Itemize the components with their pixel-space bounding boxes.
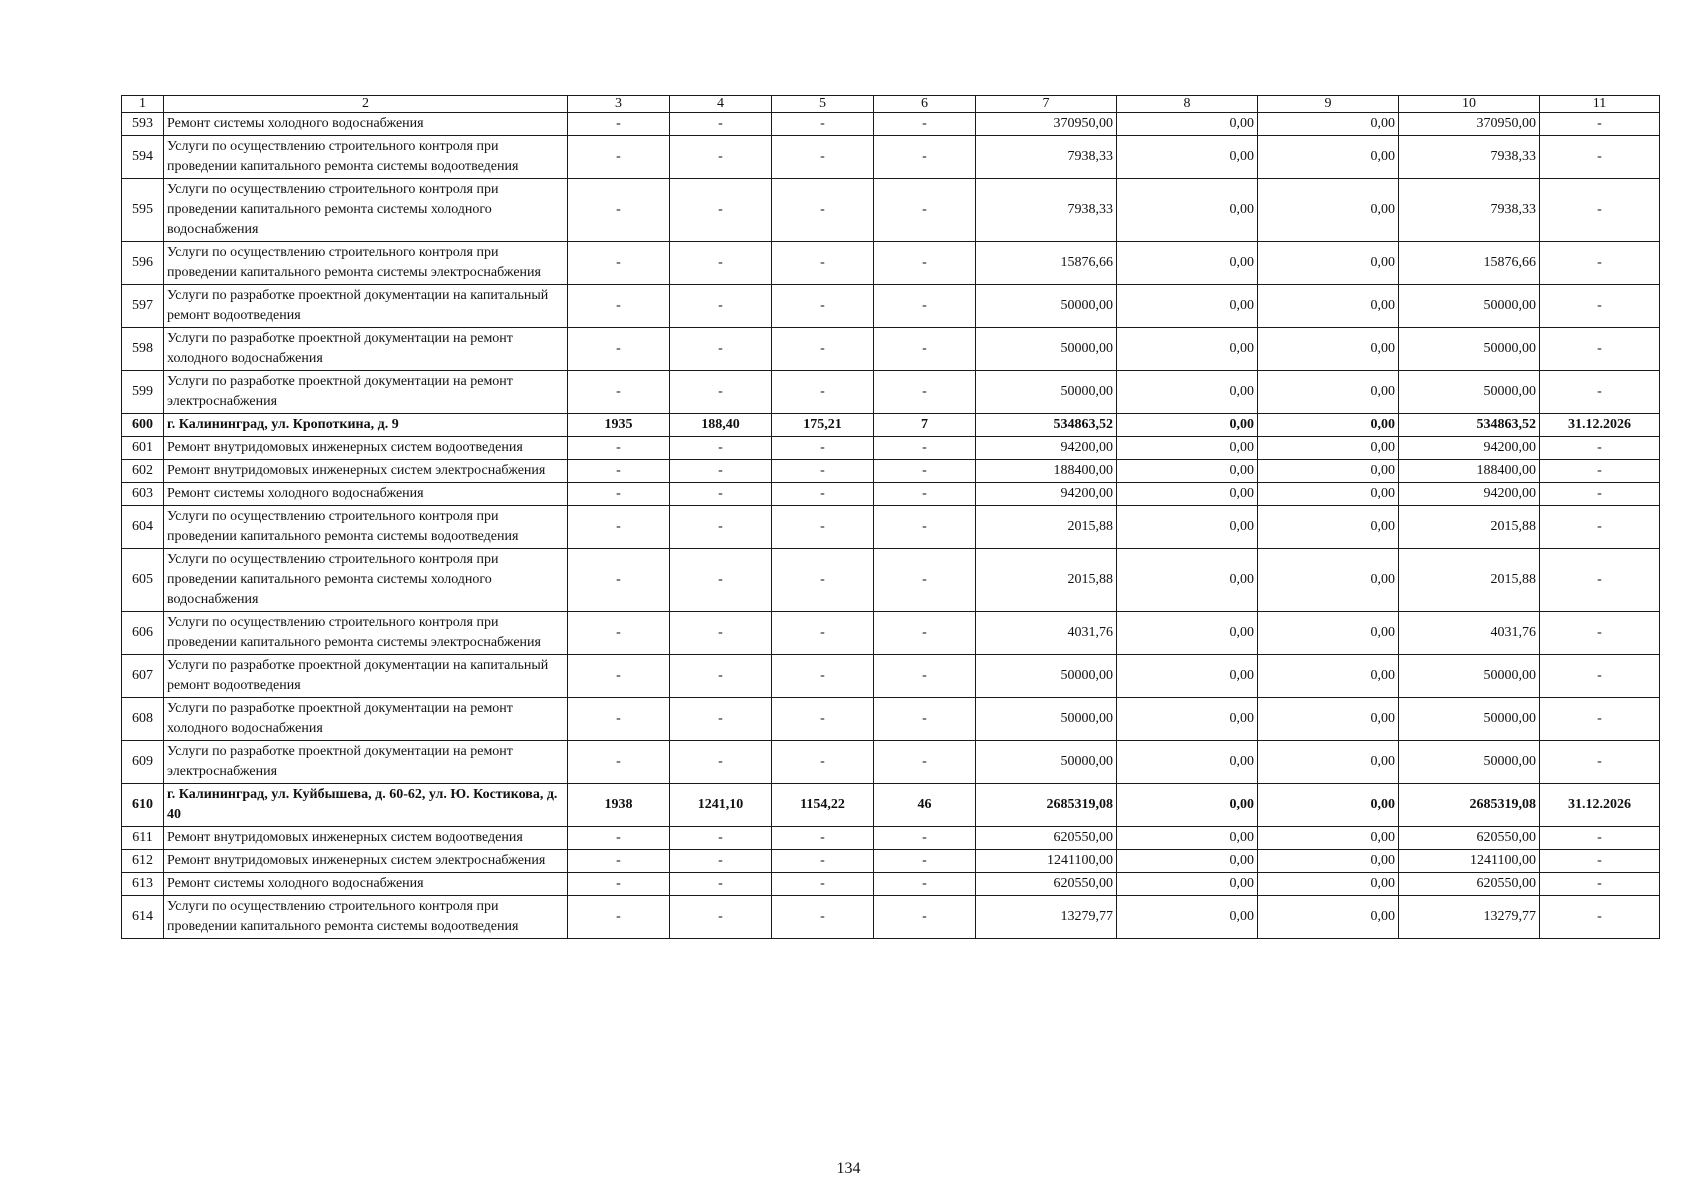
fund-amount-cell: 0,00 <box>1117 242 1258 285</box>
work-description-cell: Ремонт системы холодного водоснабжения <box>164 113 568 136</box>
page-number: 134 <box>836 1160 861 1177</box>
row-number-cell: 613 <box>122 873 164 896</box>
row-number-cell: 593 <box>122 113 164 136</box>
table-row <box>122 549 1660 612</box>
work-description-cell: Услуги по осуществлению строительного контроля при проведении капитального ремонта системы холодного водоснабжения <box>164 549 568 612</box>
build-year-cell: - <box>568 460 670 483</box>
living-area-cell: - <box>772 896 874 939</box>
fund-amount-cell: 0,00 <box>1117 655 1258 698</box>
total-area-cell: - <box>670 179 772 242</box>
budget-amount-cell: 0,00 <box>1258 850 1399 873</box>
living-area-cell: - <box>772 698 874 741</box>
completion-date-cell: - <box>1540 850 1660 873</box>
residents-count-cell: - <box>874 460 976 483</box>
living-area-cell: - <box>772 741 874 784</box>
owners-amount-cell: 50000,00 <box>1399 741 1540 784</box>
table-row <box>122 827 1660 850</box>
total-cost-cell: 50000,00 <box>976 371 1117 414</box>
total-cost-cell: 620550,00 <box>976 827 1117 850</box>
work-description-cell: Услуги по разработке проектной документации на капитальный ремонт водоотведения <box>164 285 568 328</box>
total-cost-cell: 15876,66 <box>976 242 1117 285</box>
total-cost-cell: 188400,00 <box>976 460 1117 483</box>
total-area-cell: - <box>670 285 772 328</box>
address-row <box>122 414 1660 437</box>
build-year-cell: - <box>568 896 670 939</box>
column-number-header: 10 <box>1399 96 1540 113</box>
total-area-cell: - <box>670 506 772 549</box>
completion-date-cell: - <box>1540 242 1660 285</box>
fund-amount-cell: 0,00 <box>1117 850 1258 873</box>
table-row <box>122 741 1660 784</box>
total-area-cell: - <box>670 698 772 741</box>
living-area-cell: - <box>772 136 874 179</box>
column-number-header: 8 <box>1117 96 1258 113</box>
table-row <box>122 612 1660 655</box>
column-number-header: 9 <box>1258 96 1399 113</box>
row-number-cell: 610 <box>122 784 164 827</box>
residents-count-cell: 7 <box>874 414 976 437</box>
living-area-cell: - <box>772 179 874 242</box>
build-year-cell: - <box>568 850 670 873</box>
row-number-cell: 611 <box>122 827 164 850</box>
work-description-cell: г. Калининград, ул. Куйбышева, д. 60-62, ул. Ю. Костикова, д. 40 <box>164 784 568 827</box>
owners-amount-cell: 188400,00 <box>1399 460 1540 483</box>
address-row <box>122 784 1660 827</box>
fund-amount-cell: 0,00 <box>1117 285 1258 328</box>
column-number-header: 1 <box>122 96 164 113</box>
completion-date-cell: - <box>1540 549 1660 612</box>
owners-amount-cell: 15876,66 <box>1399 242 1540 285</box>
row-number-cell: 607 <box>122 655 164 698</box>
owners-amount-cell: 534863,52 <box>1399 414 1540 437</box>
fund-amount-cell: 0,00 <box>1117 371 1258 414</box>
completion-date-cell: - <box>1540 136 1660 179</box>
row-number-cell: 594 <box>122 136 164 179</box>
fund-amount-cell: 0,00 <box>1117 113 1258 136</box>
budget-amount-cell: 0,00 <box>1258 460 1399 483</box>
work-description-cell: Услуги по осуществлению строительного контроля при проведении капитального ремонта системы электроснабжения <box>164 612 568 655</box>
owners-amount-cell: 2015,88 <box>1399 549 1540 612</box>
table-row <box>122 285 1660 328</box>
living-area-cell: 1154,22 <box>772 784 874 827</box>
work-description-cell: Ремонт системы холодного водоснабжения <box>164 483 568 506</box>
completion-date-cell: - <box>1540 113 1660 136</box>
owners-amount-cell: 2685319,08 <box>1399 784 1540 827</box>
table-row <box>122 655 1660 698</box>
owners-amount-cell: 50000,00 <box>1399 698 1540 741</box>
total-cost-cell: 1241100,00 <box>976 850 1117 873</box>
row-number-cell: 602 <box>122 460 164 483</box>
table-row <box>122 460 1660 483</box>
budget-amount-cell: 0,00 <box>1258 437 1399 460</box>
residents-count-cell: - <box>874 285 976 328</box>
build-year-cell: - <box>568 873 670 896</box>
table-row <box>122 437 1660 460</box>
owners-amount-cell: 94200,00 <box>1399 483 1540 506</box>
total-cost-cell: 13279,77 <box>976 896 1117 939</box>
total-area-cell: - <box>670 612 772 655</box>
total-area-cell: - <box>670 483 772 506</box>
work-description-cell: Ремонт внутридомовых инженерных систем водоотведения <box>164 437 568 460</box>
fund-amount-cell: 0,00 <box>1117 549 1258 612</box>
work-description-cell: Ремонт системы холодного водоснабжения <box>164 873 568 896</box>
budget-amount-cell: 0,00 <box>1258 506 1399 549</box>
total-area-cell: - <box>670 850 772 873</box>
fund-amount-cell: 0,00 <box>1117 460 1258 483</box>
total-area-cell: - <box>670 136 772 179</box>
table-row <box>122 371 1660 414</box>
owners-amount-cell: 620550,00 <box>1399 873 1540 896</box>
total-cost-cell: 94200,00 <box>976 437 1117 460</box>
row-number-cell: 600 <box>122 414 164 437</box>
build-year-cell: - <box>568 113 670 136</box>
fund-amount-cell: 0,00 <box>1117 328 1258 371</box>
build-year-cell: 1938 <box>568 784 670 827</box>
living-area-cell: - <box>772 506 874 549</box>
owners-amount-cell: 50000,00 <box>1399 655 1540 698</box>
completion-date-cell: 31.12.2026 <box>1540 414 1660 437</box>
build-year-cell: - <box>568 506 670 549</box>
completion-date-cell: - <box>1540 741 1660 784</box>
owners-amount-cell: 50000,00 <box>1399 328 1540 371</box>
completion-date-cell: - <box>1540 483 1660 506</box>
living-area-cell: - <box>772 873 874 896</box>
total-area-cell: - <box>670 873 772 896</box>
build-year-cell: - <box>568 698 670 741</box>
total-area-cell: 188,40 <box>670 414 772 437</box>
residents-count-cell: - <box>874 136 976 179</box>
living-area-cell: - <box>772 549 874 612</box>
build-year-cell: - <box>568 371 670 414</box>
living-area-cell: - <box>772 113 874 136</box>
row-number-cell: 597 <box>122 285 164 328</box>
work-description-cell: Услуги по разработке проектной документации на ремонт холодного водоснабжения <box>164 328 568 371</box>
owners-amount-cell: 94200,00 <box>1399 437 1540 460</box>
total-area-cell: - <box>670 328 772 371</box>
total-area-cell: - <box>670 242 772 285</box>
work-description-cell: Услуги по разработке проектной документации на капитальный ремонт водоотведения <box>164 655 568 698</box>
row-number-cell: 598 <box>122 328 164 371</box>
build-year-cell: - <box>568 827 670 850</box>
budget-amount-cell: 0,00 <box>1258 827 1399 850</box>
row-number-cell: 605 <box>122 549 164 612</box>
residents-count-cell: - <box>874 113 976 136</box>
budget-amount-cell: 0,00 <box>1258 549 1399 612</box>
budget-amount-cell: 0,00 <box>1258 873 1399 896</box>
living-area-cell: - <box>772 437 874 460</box>
fund-amount-cell: 0,00 <box>1117 827 1258 850</box>
table-row <box>122 483 1660 506</box>
living-area-cell: - <box>772 285 874 328</box>
work-description-cell: Услуги по осуществлению строительного контроля при проведении капитального ремонта системы водоотведения <box>164 506 568 549</box>
build-year-cell: - <box>568 285 670 328</box>
total-area-cell: - <box>670 460 772 483</box>
budget-amount-cell: 0,00 <box>1258 371 1399 414</box>
budget-amount-cell: 0,00 <box>1258 414 1399 437</box>
budget-amount-cell: 0,00 <box>1258 328 1399 371</box>
work-description-cell: Ремонт внутридомовых инженерных систем электроснабжения <box>164 850 568 873</box>
table-row <box>122 136 1660 179</box>
owners-amount-cell: 4031,76 <box>1399 612 1540 655</box>
fund-amount-cell: 0,00 <box>1117 437 1258 460</box>
budget-amount-cell: 0,00 <box>1258 741 1399 784</box>
completion-date-cell: - <box>1540 437 1660 460</box>
residents-count-cell: - <box>874 612 976 655</box>
completion-date-cell: - <box>1540 655 1660 698</box>
table-row <box>122 698 1660 741</box>
completion-date-cell: - <box>1540 896 1660 939</box>
column-number-header: 6 <box>874 96 976 113</box>
fund-amount-cell: 0,00 <box>1117 136 1258 179</box>
row-number-cell: 596 <box>122 242 164 285</box>
completion-date-cell: - <box>1540 698 1660 741</box>
work-description-cell: Услуги по разработке проектной документации на ремонт электроснабжения <box>164 371 568 414</box>
table-row <box>122 850 1660 873</box>
row-number-cell: 599 <box>122 371 164 414</box>
budget-amount-cell: 0,00 <box>1258 285 1399 328</box>
budget-amount-cell: 0,00 <box>1258 896 1399 939</box>
total-cost-cell: 50000,00 <box>976 328 1117 371</box>
fund-amount-cell: 0,00 <box>1117 784 1258 827</box>
build-year-cell: 1935 <box>568 414 670 437</box>
work-description-cell: Ремонт внутридомовых инженерных систем водоотведения <box>164 827 568 850</box>
fund-amount-cell: 0,00 <box>1117 506 1258 549</box>
work-description-cell: г. Калининград, ул. Кропоткина, д. 9 <box>164 414 568 437</box>
residents-count-cell: - <box>874 741 976 784</box>
residents-count-cell: - <box>874 371 976 414</box>
living-area-cell: - <box>772 328 874 371</box>
completion-date-cell: - <box>1540 827 1660 850</box>
residents-count-cell: - <box>874 850 976 873</box>
residents-count-cell: - <box>874 242 976 285</box>
completion-date-cell: - <box>1540 328 1660 371</box>
table-row <box>122 896 1660 939</box>
column-number-header: 5 <box>772 96 874 113</box>
work-description-cell: Услуги по осуществлению строительного контроля при проведении капитального ремонта системы водоотведения <box>164 896 568 939</box>
work-description-cell: Услуги по осуществлению строительного контроля при проведении капитального ремонта системы холодного водоснабжения <box>164 179 568 242</box>
row-number-cell: 603 <box>122 483 164 506</box>
total-area-cell: 1241,10 <box>670 784 772 827</box>
table-row <box>122 873 1660 896</box>
owners-amount-cell: 620550,00 <box>1399 827 1540 850</box>
total-cost-cell: 94200,00 <box>976 483 1117 506</box>
total-cost-cell: 50000,00 <box>976 698 1117 741</box>
total-cost-cell: 2685319,08 <box>976 784 1117 827</box>
fund-amount-cell: 0,00 <box>1117 414 1258 437</box>
living-area-cell: 175,21 <box>772 414 874 437</box>
column-number-header: 11 <box>1540 96 1660 113</box>
total-area-cell: - <box>670 113 772 136</box>
total-area-cell: - <box>670 437 772 460</box>
budget-amount-cell: 0,00 <box>1258 242 1399 285</box>
total-area-cell: - <box>670 655 772 698</box>
build-year-cell: - <box>568 437 670 460</box>
residents-count-cell: - <box>874 698 976 741</box>
residents-count-cell: - <box>874 896 976 939</box>
completion-date-cell: - <box>1540 179 1660 242</box>
build-year-cell: - <box>568 612 670 655</box>
build-year-cell: - <box>568 136 670 179</box>
table-row <box>122 179 1660 242</box>
work-description-cell: Услуги по осуществлению строительного контроля при проведении капитального ремонта системы водоотведения <box>164 136 568 179</box>
fund-amount-cell: 0,00 <box>1117 179 1258 242</box>
living-area-cell: - <box>772 242 874 285</box>
residents-count-cell: 46 <box>874 784 976 827</box>
completion-date-cell: - <box>1540 612 1660 655</box>
column-number-header: 7 <box>976 96 1117 113</box>
work-description-cell: Услуги по разработке проектной документации на ремонт холодного водоснабжения <box>164 698 568 741</box>
living-area-cell: - <box>772 483 874 506</box>
budget-amount-cell: 0,00 <box>1258 483 1399 506</box>
budget-amount-cell: 0,00 <box>1258 113 1399 136</box>
build-year-cell: - <box>568 549 670 612</box>
owners-amount-cell: 2015,88 <box>1399 506 1540 549</box>
fund-amount-cell: 0,00 <box>1117 896 1258 939</box>
row-number-cell: 608 <box>122 698 164 741</box>
total-cost-cell: 50000,00 <box>976 285 1117 328</box>
total-cost-cell: 534863,52 <box>976 414 1117 437</box>
living-area-cell: - <box>772 655 874 698</box>
living-area-cell: - <box>772 371 874 414</box>
budget-amount-cell: 0,00 <box>1258 655 1399 698</box>
living-area-cell: - <box>772 460 874 483</box>
total-area-cell: - <box>670 371 772 414</box>
owners-amount-cell: 7938,33 <box>1399 136 1540 179</box>
total-area-cell: - <box>670 741 772 784</box>
budget-amount-cell: 0,00 <box>1258 136 1399 179</box>
fund-amount-cell: 0,00 <box>1117 873 1258 896</box>
residents-count-cell: - <box>874 328 976 371</box>
build-year-cell: - <box>568 655 670 698</box>
living-area-cell: - <box>772 612 874 655</box>
column-number-header: 4 <box>670 96 772 113</box>
owners-amount-cell: 370950,00 <box>1399 113 1540 136</box>
column-number-header: 2 <box>164 96 568 113</box>
build-year-cell: - <box>568 483 670 506</box>
total-area-cell: - <box>670 549 772 612</box>
residents-count-cell: - <box>874 549 976 612</box>
row-number-cell: 609 <box>122 741 164 784</box>
fund-amount-cell: 0,00 <box>1117 698 1258 741</box>
completion-date-cell: - <box>1540 285 1660 328</box>
total-cost-cell: 50000,00 <box>976 741 1117 784</box>
residents-count-cell: - <box>874 179 976 242</box>
completion-date-cell: - <box>1540 873 1660 896</box>
build-year-cell: - <box>568 741 670 784</box>
column-number-header: 3 <box>568 96 670 113</box>
total-cost-cell: 370950,00 <box>976 113 1117 136</box>
row-number-cell: 595 <box>122 179 164 242</box>
table-row <box>122 506 1660 549</box>
owners-amount-cell: 13279,77 <box>1399 896 1540 939</box>
work-description-cell: Услуги по разработке проектной документации на ремонт электроснабжения <box>164 741 568 784</box>
total-cost-cell: 50000,00 <box>976 655 1117 698</box>
total-cost-cell: 2015,88 <box>976 506 1117 549</box>
residents-count-cell: - <box>874 437 976 460</box>
total-cost-cell: 2015,88 <box>976 549 1117 612</box>
work-schedule-table <box>121 95 1660 939</box>
total-cost-cell: 7938,33 <box>976 136 1117 179</box>
completion-date-cell: 31.12.2026 <box>1540 784 1660 827</box>
fund-amount-cell: 0,00 <box>1117 741 1258 784</box>
build-year-cell: - <box>568 179 670 242</box>
table-row <box>122 242 1660 285</box>
row-number-cell: 601 <box>122 437 164 460</box>
fund-amount-cell: 0,00 <box>1117 483 1258 506</box>
owners-amount-cell: 50000,00 <box>1399 371 1540 414</box>
build-year-cell: - <box>568 328 670 371</box>
budget-amount-cell: 0,00 <box>1258 612 1399 655</box>
residents-count-cell: - <box>874 506 976 549</box>
header-row <box>122 96 1660 113</box>
budget-amount-cell: 0,00 <box>1258 698 1399 741</box>
work-description-cell: Услуги по осуществлению строительного контроля при проведении капитального ремонта системы электроснабжения <box>164 242 568 285</box>
total-area-cell: - <box>670 896 772 939</box>
total-cost-cell: 4031,76 <box>976 612 1117 655</box>
completion-date-cell: - <box>1540 460 1660 483</box>
table-row <box>122 113 1660 136</box>
build-year-cell: - <box>568 242 670 285</box>
completion-date-cell: - <box>1540 371 1660 414</box>
total-cost-cell: 620550,00 <box>976 873 1117 896</box>
living-area-cell: - <box>772 850 874 873</box>
work-description-cell: Ремонт внутридомовых инженерных систем электроснабжения <box>164 460 568 483</box>
budget-amount-cell: 0,00 <box>1258 179 1399 242</box>
completion-date-cell: - <box>1540 506 1660 549</box>
total-area-cell: - <box>670 827 772 850</box>
residents-count-cell: - <box>874 655 976 698</box>
owners-amount-cell: 50000,00 <box>1399 285 1540 328</box>
residents-count-cell: - <box>874 827 976 850</box>
total-cost-cell: 7938,33 <box>976 179 1117 242</box>
row-number-cell: 606 <box>122 612 164 655</box>
residents-count-cell: - <box>874 873 976 896</box>
row-number-cell: 604 <box>122 506 164 549</box>
owners-amount-cell: 7938,33 <box>1399 179 1540 242</box>
budget-amount-cell: 0,00 <box>1258 784 1399 827</box>
row-number-cell: 612 <box>122 850 164 873</box>
fund-amount-cell: 0,00 <box>1117 612 1258 655</box>
residents-count-cell: - <box>874 483 976 506</box>
row-number-cell: 614 <box>122 896 164 939</box>
living-area-cell: - <box>772 827 874 850</box>
owners-amount-cell: 1241100,00 <box>1399 850 1540 873</box>
table-row <box>122 328 1660 371</box>
